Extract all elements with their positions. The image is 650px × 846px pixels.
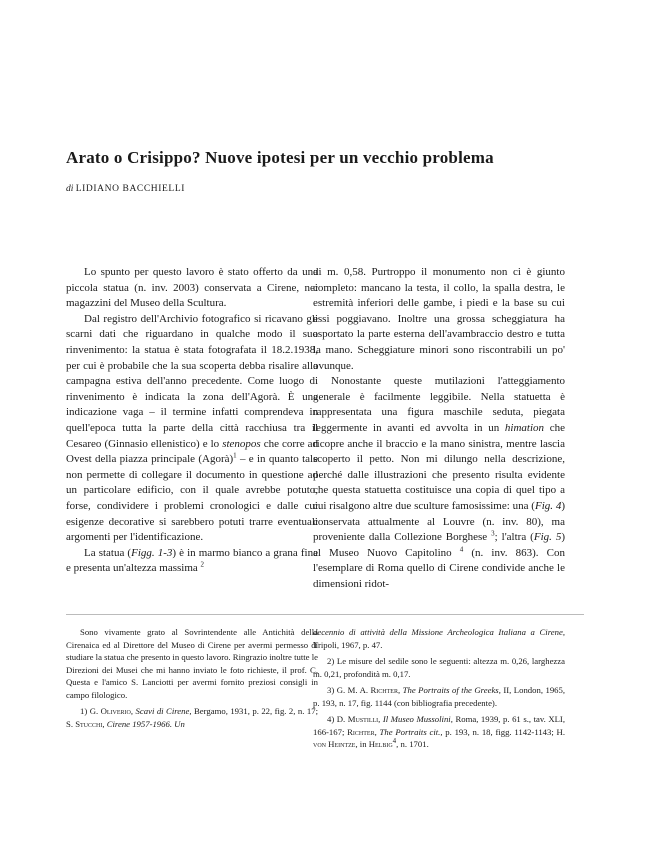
paragraph-text: – e in quanto tale non permette di collegare il documento in questione ad un particolare edificio, con il quale avrebbe potuto, forse, condividere i problemi cronologici e dalle cui esigenze decorative si sarebbero potuti trarre eventuali argomenti per l'identificazione. [66,453,318,544]
footnote-3: 3) G. M. A. Richter, The Portraits of the Greeks, II, London, 1965, p. 193, n. 17, fig. 1144 (con bibliografia precedente). [313,685,566,708]
note-text: , Bergamo, 1931, p. 22, fig. 2, n. 17; S. [66,706,318,729]
work-title: Cirene 1957-1966. Un [106,718,185,729]
footnote-1: 1) G. Oliverio, Scavi di Cirene, Bergamo, 1931, p. 22, fig. 2, n. 17; S. Stucchi, Cirene 1957-1966. Un [66,706,318,729]
footnote-ref[interactable]: 1 [233,451,237,460]
paragraph-text: ) al Museo Nuovo Capitolino [313,531,565,559]
paragraph-text: ) è in marmo bianco a grana fine e presenta un'altezza massima [66,546,318,575]
footnote-2 [313,655,565,680]
note-text: , n. 1701. [396,739,429,749]
figure-ref: Figg. 1-3 [131,546,173,559]
paragraph [313,265,565,374]
paragraph [313,374,565,592]
edition-superscript: 4 [392,737,397,746]
article-title: Arato o Crisippo? Nuove ipotesi per un vecchio problema [66,148,494,167]
author-name: Mustilli [347,714,379,724]
note-text: , p. 193, n. 18, figg. 1142-1143; H. [440,726,565,737]
paragraph-text: di m. 0,58. Purtroppo il monumento non ci è giunto completo: mancano la testa, il collo, la spalla destra, le estremità inferiori delle gambe, i piedi e la base su cui essi poggiavano. Inoltre una grossa scheggiatura ha asportato la parte esterna dell'avambraccio destro e tutta la mano. Scheggiature minori sono riscontrabili un po' ovunque. [313,266,565,372]
footnotes-left [66,626,318,734]
paragraph-text: Nonostante queste mutilazioni l'atteggiamento generale è facilmente leggibile. Nella statuetta è rappresentata una figura maschile seduta, piegata leggermente in avanti ed avvolta in un [313,375,565,434]
note-text: , in [355,739,367,749]
author-name: Helbig [368,739,393,749]
italic-term: stenopos [222,437,261,450]
footnotes-right [313,626,565,755]
note-text: , Roma, 1939, p. 61 s., tav. XLI, 166-167; [313,714,565,737]
work-title: decennio di attività della Missione Archeologica Italiana a Cirene [313,627,563,637]
paragraph-text: (n. inv. 863). Con l'esemplare di Roma quello di Cirene condivide anche le dimensioni ridot- [313,546,566,590]
note-text: 1) G. [80,706,99,716]
author-name: Richter [370,685,398,695]
footnote-1-continued [313,626,565,651]
body-column-left [66,265,318,577]
work-title: The Portraits cit. [379,726,441,737]
figure-ref: Fig. 5 [533,531,562,544]
body-column-right [313,265,565,592]
paragraph [66,546,318,577]
work-title: Il Museo Mussolini [382,714,451,724]
italic-term: himation [504,421,545,434]
paragraph [66,265,318,312]
note-text: , Tripoli, 1967, p. 47. [313,627,565,650]
acknowledgement-note [66,626,318,701]
figure-ref: Fig. 4 [534,499,562,512]
author-name: von Heintze [313,739,356,749]
paragraph-text: che corre ad Ovest della piazza principale (Agorà) [66,437,318,466]
author-name: Stucchi [75,718,103,729]
footnote-divider [66,614,584,615]
author-name: Oliverio [100,706,131,716]
paragraph-text: che ricopre anche il braccio e la mano sinistra, mentre lascia scoperto il petto. Non mi dilungo nella descrizione, perché dalle illustrazioni che presento risulta evidente che questa statuetta costituisce una copia di quel tipo a cui risalgono altre due sculture famosissime: una ( [313,421,565,512]
author-name: Richter [347,726,375,737]
byline-prefix: di [66,184,74,194]
paragraph-text: Lo spunto per questo lavoro è stato offerto da una piccola statua (n. inv. 2003) conservata a Cirene, nei magazzini del Museo della Scultura. [66,266,318,310]
footnote-ref[interactable]: 4 [459,545,464,554]
note-text: 2) Le misure del sedile sono le seguenti: altezza m. 0,26, larghezza m. 0,21, profondità m. 0,17. [313,656,565,679]
footnote-ref[interactable]: 3 [491,529,495,538]
note-text: 4) D. [327,714,346,724]
work-title: The Portraits of the Greeks [402,685,499,695]
paragraph [66,312,318,546]
paragraph-text: Dal registro dell'Archivio fotografico si ricavano gli scarni dati che riguardano in qualche modo il suo rinvenimento: la statua è stata fotografata il 18.2.1938, per cui è probabile che la sua scoperta debba risalire alla campagna estiva dell'anno precedente. Come luogo di rinvenimento è indicata la zona dell'Agorà. È una indicazione vaga – il termine infatti comprendeva in quell'epoca tutta la parte della città racchiusa tra il Cesareo (Ginnasio ellenistico) e lo [66,312,318,450]
paragraph-text: ; l'altra ( [494,531,534,544]
work-title: Scavi di Cirene [135,706,190,716]
footnote-ref[interactable]: 2 [200,560,205,569]
author-name: LIDIANO BACCHIELLI [75,184,185,194]
note-text: 3) G. M. A. [327,685,369,695]
note-text: , II, London, 1965, p. 193, n. 17, fig. 1144 (con bibliografia precedente). [313,685,566,708]
footnote-4: 4) D. Mustilli, Il Museo Mussolini, Roma, 1939, p. 61 s., tav. XLI, 166-167; Richter, The Portraits cit., p. 193, n. 18, figg. 1142-1143; H. von Heintze, in Helbig$^4$, n. 1701. [313,714,565,749]
paragraph-text: ) conservata attualmente al Louvre (n. inv. 80), ma proveniente dalla Collezione Borghese [313,499,566,544]
paragraph-text: La statua ( [84,546,132,559]
note-text: Sono vivamente grato al Sovrintendente alle Antichità della Cirenaica ed al Direttore del Museo di Cirene per avermi permesso di studiare la statua che presento in questo lavoro. Ringrazio inoltre tutte le Direzioni dei Musei che mi hanno inviato le foto richieste, il prof. C. Questa e l'amico S. Lanciotti per avermi fornito preziosi consigli in campo filologico. [66,627,318,700]
byline [66,184,185,194]
